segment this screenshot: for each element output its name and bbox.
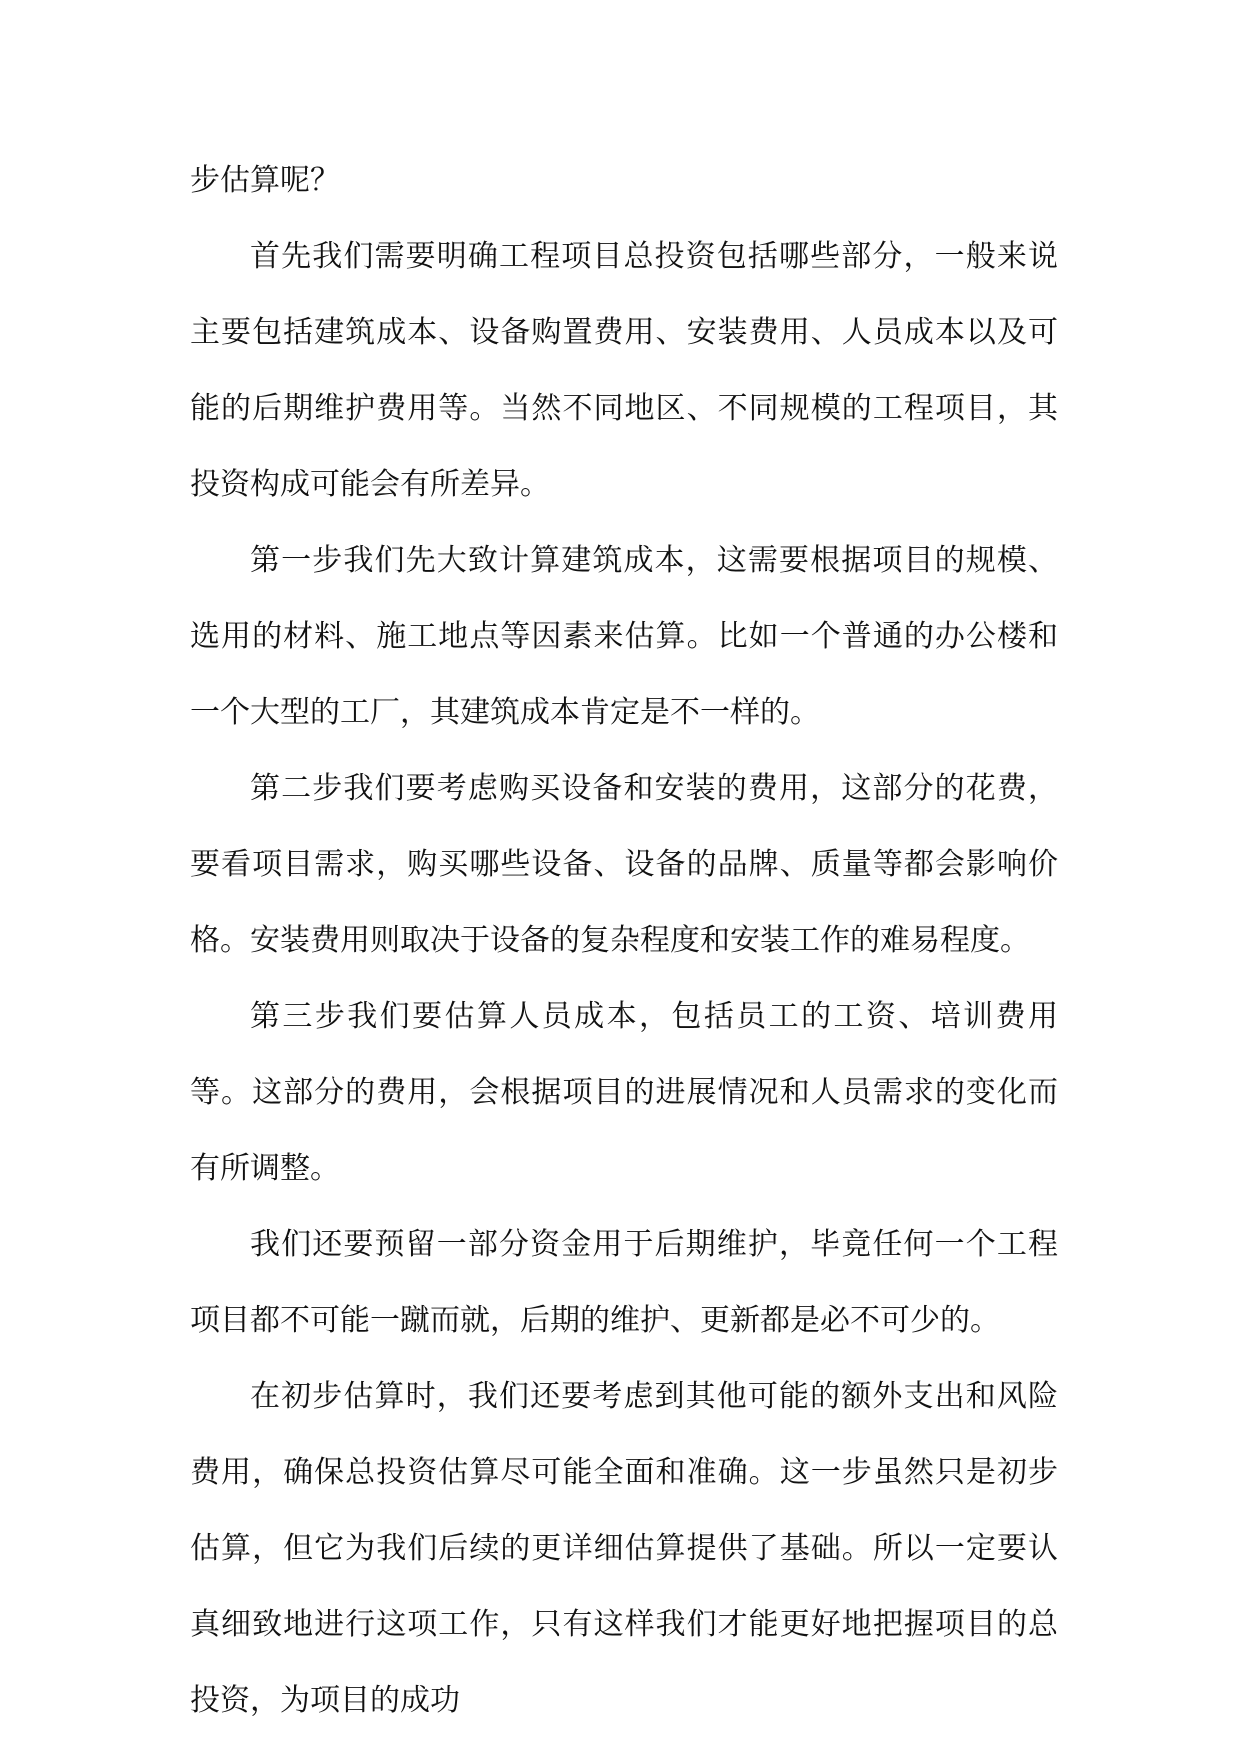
paragraph-investment-components: 首先我们需要明确工程项目总投资包括哪些部分，一般来说主要包括建筑成本、设备购置费用、安装费用、人员成本以及可能的后期维护费用等。当然不同地区、不同规模的工程项目，其投资构成可能会有所差异。: [190, 239, 1058, 502]
paragraph-maintenance: 我们还要预留一部分资金用于后期维护，毕竟任何一个工程项目都不可能一蹴而就，后期的维护、更新都是必不可少的。: [190, 1227, 1058, 1338]
paragraph-risk-costs: 在初步估算时，我们还要考虑到其他可能的额外支出和风险费用，确保总投资估算尽可能全面和准确。这一步虽然只是初步估算，但它为我们后续的更详细估算提供了基础。所以一定要认真细致地进行这项工作，只有这样我们才能更好地把握项目的总投资，为项目的成功: [190, 1379, 1058, 1718]
paragraph-step-three: 第三步我们要估算人员成本，包括员工的工资、培训费用等。这部分的费用，会根据项目的进展情况和人员需求的变化而有所调整。: [190, 999, 1058, 1186]
paragraph-step-two: 第二步我们要考虑购买设备和安装的费用，这部分的花费，要看项目需求，购买哪些设备、设备的品牌、质量等都会影响价格。安装费用则取决于设备的复杂程度和安装工作的难易程度。: [190, 771, 1058, 958]
paragraph-step-one: 第一步我们先大致计算建筑成本，这需要根据项目的规模、选用的材料、施工地点等因素来估算。比如一个普通的办公楼和一个大型的工厂，其建筑成本肯定是不一样的。: [190, 543, 1058, 730]
paragraph-continued: 步估算呢？: [190, 163, 340, 198]
document-body: [190, 143, 1058, 1739]
